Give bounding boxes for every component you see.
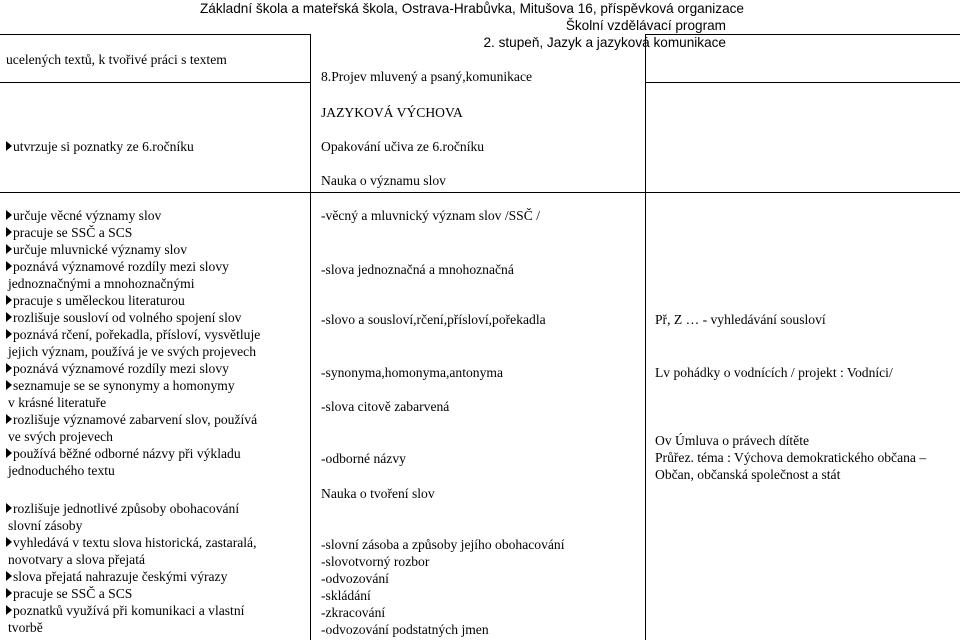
content-item: -skládání [321, 588, 371, 603]
row-divider-top-left [0, 34, 310, 35]
outcome-text: ve svých projevech [8, 429, 113, 444]
outcome-text: rozlišuje sousloví od volného spojení slov [13, 310, 242, 325]
outcome-list-item [6, 343, 310, 360]
outcome-text: pracuje se SSČ a SCS [13, 225, 133, 240]
arrow-bullet-icon [6, 210, 12, 220]
outcome-text: určuje věcné významy slov [13, 208, 162, 223]
outcome-text: pracuje se SSČ a SCS [13, 586, 133, 601]
row-divider-2 [0, 192, 960, 193]
outcome-text: určuje mluvnické významy slov [13, 242, 188, 257]
content-item: -věcný a mluvnický význam slov /SSČ / [321, 208, 540, 223]
subject-area: 2. stupeň, Jazyk a jazyková komunikace [483, 35, 726, 50]
program-name: Školní vzdělávací program [565, 18, 726, 33]
outcome-list-item [6, 517, 310, 534]
outcome-list-item [6, 275, 310, 292]
outcome-list-item [6, 428, 310, 445]
arrow-bullet-icon [6, 312, 12, 322]
arrow-bullet-icon [6, 380, 12, 390]
outcomes-list-2 [6, 500, 310, 636]
outcome-text: používá běžné odborné názvy při výkladu [13, 446, 241, 461]
column-divider-1 [310, 34, 311, 640]
content-item: -slova citově zabarvená [321, 399, 450, 414]
arrow-bullet-icon [6, 141, 12, 151]
outcome-review [6, 138, 310, 155]
outcome-text: poznává významové rozdíly mezi slovy [13, 259, 229, 274]
arrow-bullet-icon [6, 261, 12, 271]
cross-curricular-item: Průřez. téma : Výchova demokratického občana – [655, 450, 927, 465]
row-divider-1-left [0, 82, 310, 83]
outcome-list-item [6, 568, 310, 585]
outcome-list-item [6, 551, 310, 568]
row-divider-top-right [645, 34, 960, 35]
document-header [200, 0, 744, 51]
outcome-list-item [6, 224, 310, 241]
content-item: -slovní zásoba a způsoby jejího obohacování [321, 537, 565, 552]
column-divider-2 [645, 34, 646, 640]
outcome-list-item [6, 292, 310, 309]
outcome-text: poznává rčení, pořekadla, přísloví, vysvětluje [13, 327, 261, 342]
section-title: JAZYKOVÁ VÝCHOVA [321, 105, 463, 120]
outcome-text: jejich význam, používá je ve svých projevech [8, 344, 256, 359]
arrow-bullet-icon [6, 227, 12, 237]
outcome-list-item [6, 585, 310, 602]
outcome-text: jednoznačnými a mnohoznačnými [8, 276, 195, 291]
outcome-list-item [6, 619, 310, 636]
arrow-bullet-icon [6, 414, 12, 424]
outcome-text: rozlišuje významové zabarvení slov, používá [13, 412, 258, 427]
outcome-list-item [6, 241, 310, 258]
content-item: -slovo a sousloví,rčení,přísloví,pořekadla [321, 312, 546, 327]
outcomes-list-1 [6, 207, 310, 479]
outcome-list-item [6, 445, 310, 462]
outcome-text: slova přejatá nahrazuje českými výrazy [13, 569, 228, 584]
subheading-meaning: Nauka o významu slov [321, 173, 446, 188]
outcome-list-item [6, 411, 310, 428]
outcome-list-item [6, 377, 310, 394]
outcome-text: jednoduchého textu [8, 463, 115, 478]
content-item: -odvozování [321, 571, 389, 586]
cross-curricular-item: Ov Úmluva o právech dítěte [655, 433, 810, 448]
cross-curricular-item: Př, Z … - vyhledávání sousloví [655, 312, 826, 327]
outcome-text: novotvary a slova přejatá [8, 552, 146, 567]
topic-cell: 8.Projev mluvený a psaný,komunikace [321, 69, 533, 84]
outcome-list-item [6, 360, 310, 377]
expected-outcome-cell: ucelených textů, k tvořivé práci s textem [6, 52, 227, 67]
topic-review: Opakování učiva ze 6.ročníku [321, 139, 485, 154]
arrow-bullet-icon [6, 588, 12, 598]
outcome-list-item [6, 534, 310, 551]
cross-curricular-item: Lv pohádky o vodnících / projekt : Vodníci/ [655, 365, 893, 380]
outcome-review-text: utvrzuje si poznatky ze 6.ročníku [13, 139, 194, 154]
outcome-text: poznává významové rozdíly mezi slovy [13, 361, 229, 376]
arrow-bullet-icon [6, 605, 12, 615]
school-name: Základní škola a mateřská škola, Ostrava-Hrabůvka, Mitušova 16, příspěvková organizace [200, 1, 744, 16]
outcome-text: rozlišuje jednotlivé způsoby obohacování [13, 501, 240, 516]
outcome-list-item [6, 500, 310, 517]
outcome-list-item [6, 326, 310, 343]
outcome-list-item [6, 602, 310, 619]
arrow-bullet-icon [6, 363, 12, 373]
arrow-bullet-icon [6, 244, 12, 254]
arrow-bullet-icon [6, 448, 12, 458]
content-item: -slova jednoznačná a mnohoznačná [321, 262, 514, 277]
content-item: -zkracování [321, 605, 386, 620]
subheading-word-formation: Nauka o tvoření slov [321, 486, 435, 501]
arrow-bullet-icon [6, 503, 12, 513]
outcome-text: v krásné literatuře [8, 395, 107, 410]
outcome-list-item [6, 462, 310, 479]
outcome-text: vyhledává v textu slova historická, zastaralá, [13, 535, 257, 550]
arrow-bullet-icon [6, 537, 12, 547]
content-item: -odborné názvy [321, 451, 406, 466]
outcome-list-item [6, 394, 310, 411]
outcome-text: tvorbě [8, 620, 43, 635]
outcome-text: pracuje s uměleckou literaturou [13, 293, 185, 308]
outcome-text: poznatků využívá při komunikaci a vlastní [13, 603, 245, 618]
arrow-bullet-icon [6, 295, 12, 305]
arrow-bullet-icon [6, 571, 12, 581]
content-item: -slovotvorný rozbor [321, 554, 430, 569]
outcome-text: slovní zásoby [8, 518, 83, 533]
row-divider-1-right [645, 82, 960, 83]
outcome-list-item [6, 207, 310, 224]
cross-curricular-item: Občan, občanská společnost a stát [655, 467, 841, 482]
outcome-list-item [6, 258, 310, 275]
content-item: -synonyma,homonyma,antonyma [321, 365, 503, 380]
outcome-list-item [6, 309, 310, 326]
outcome-text: seznamuje se se synonymy a homonymy [13, 378, 235, 393]
arrow-bullet-icon [6, 329, 12, 339]
content-item: -odvozování podstatných jmen [321, 622, 489, 637]
